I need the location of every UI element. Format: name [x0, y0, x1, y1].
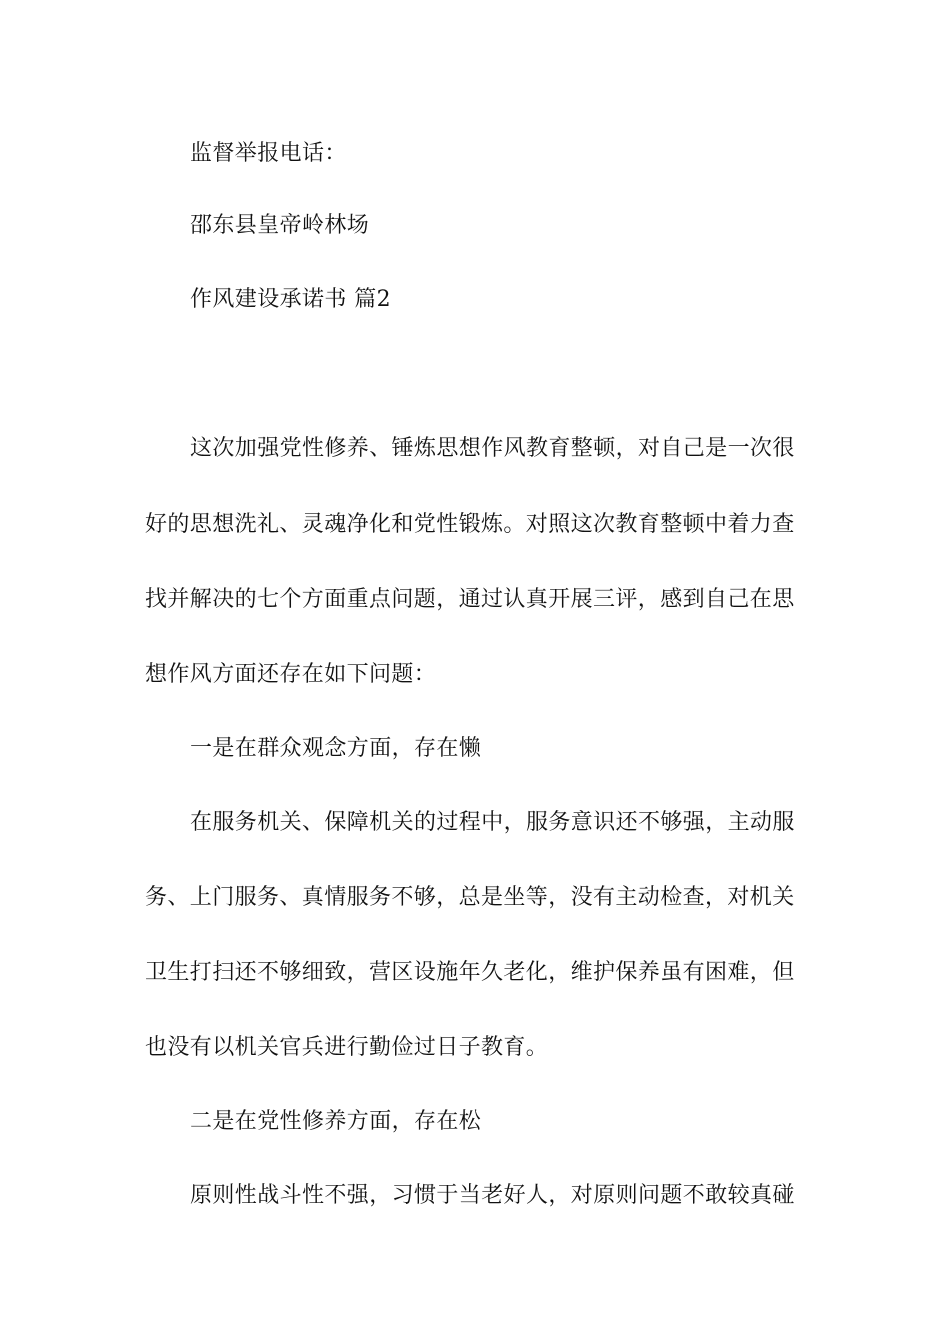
- paragraph-line: 卫生打扫还不够细致，营区设施年久老化，维护保养虽有困难，但: [145, 960, 795, 985]
- paragraph-line: 找并解决的七个方面重点问题，通过认真开展三评，感到自己在思: [145, 587, 795, 612]
- hotline-label: 监督举报电话：: [190, 141, 347, 166]
- section-title: 作风建设承诺书 篇2: [190, 287, 391, 312]
- paragraph-line: 也没有以机关官兵进行勤俭过日子教育。: [145, 1035, 549, 1060]
- paragraph-line: 原则性战斗性不强，习惯于当老好人，对原则问题不敢较真碰: [190, 1183, 795, 1208]
- organization-name: 邵东县皇帝岭林场: [190, 213, 370, 238]
- paragraph-line: 务、上门服务、真情服务不够，总是坐等，没有主动检查，对机关: [145, 885, 795, 910]
- issue-heading: 二是在党性修养方面，存在松: [190, 1109, 482, 1134]
- paragraph-line: 这次加强党性修养、锤炼思想作风教育整顿，对自己是一次很: [190, 436, 795, 461]
- paragraph-line: 好的思想洗礼、灵魂净化和党性锻炼。对照这次教育整顿中着力查: [145, 512, 795, 537]
- paragraph-line: 在服务机关、保障机关的过程中，服务意识还不够强，主动服: [190, 810, 795, 835]
- issue-heading: 一是在群众观念方面，存在懒: [190, 736, 482, 761]
- paragraph-line: 想作风方面还存在如下问题：: [145, 662, 437, 687]
